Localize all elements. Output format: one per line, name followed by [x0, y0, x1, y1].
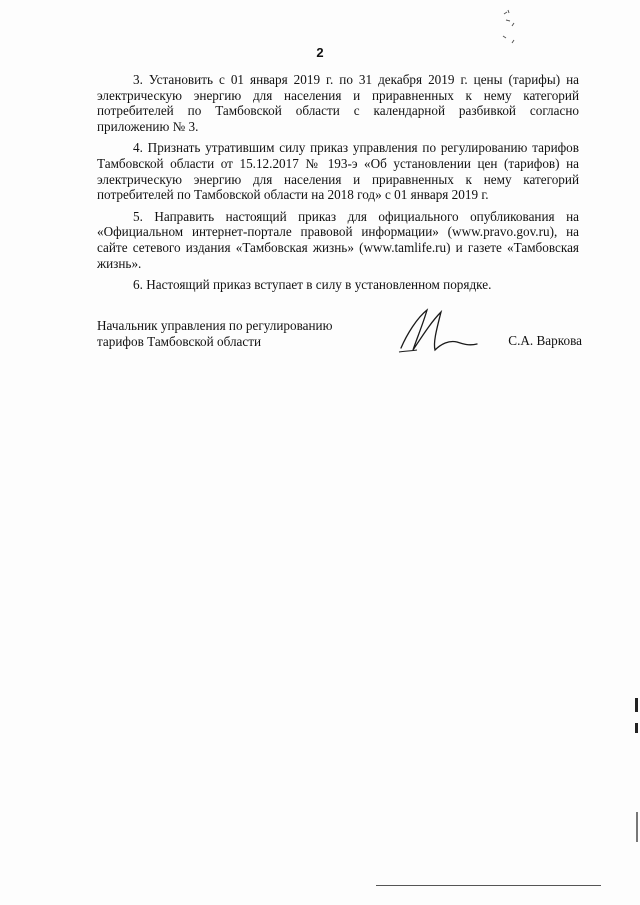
signatory-name: С.А. Варкова	[508, 333, 582, 348]
scan-bottom-line	[376, 885, 601, 886]
scan-artifact-marks	[498, 6, 528, 46]
scan-edge-mark	[636, 812, 638, 842]
paragraph-4: 4. Признать утратившим силу приказ управления по регулированию тарифов Тамбовской области от 15.12.2017 № 193-э «Об установлении цен (тарифов) на электрическую энергию для населения и приравненных к нему категорий потребителей по Тамбовской области на 2018 год» с 01 января 2019 г.	[97, 140, 579, 203]
paragraph-3: 3. Установить с 01 января 2019 г. по 31 декабря 2019 г. цены (тарифы) на электрическую энергию для населения и приравненных к нему категорий потребителей по Тамбовской области с календарной разбивкой согласно приложению № 3.	[97, 72, 579, 134]
document-body	[97, 72, 579, 299]
paragraph-6: 6. Настоящий приказ вступает в силу в установленном порядке.	[133, 277, 492, 293]
signature-block	[97, 318, 582, 378]
page-number: 2	[316, 45, 324, 60]
scan-edge-mark	[635, 723, 638, 733]
signatory-title-line-1: Начальник управления по регулированию	[97, 318, 333, 333]
paragraph-5: 5. Направить настоящий приказ для официального опубликования на «Официальном интернет-портале правовой информации» (www.pravo.gov.ru), на сайте сетевого издания «Тамбовская жизнь» (www.tamlife.ru) и газете «Тамбовская жизнь».	[97, 208, 579, 271]
scan-edge-mark	[635, 698, 638, 712]
signatory-title-line-2: тарифов Тамбовской области	[97, 333, 262, 349]
handwritten-signature	[397, 304, 485, 360]
